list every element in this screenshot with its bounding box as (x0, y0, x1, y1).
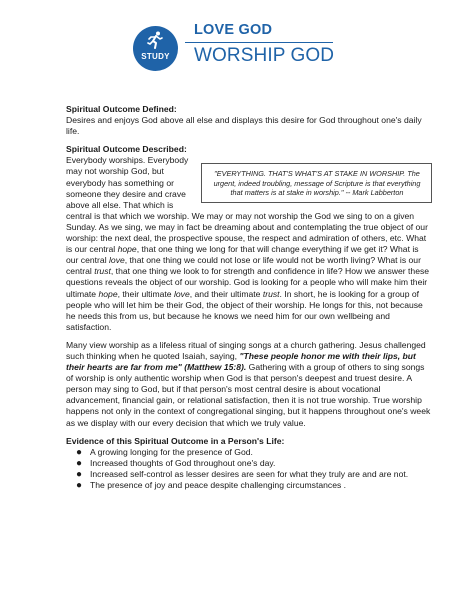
evidence-list (66, 447, 432, 491)
defined-heading: Spiritual Outcome Defined: (66, 104, 177, 114)
header-line-1: LOVE GOD (194, 22, 273, 38)
list-item: ● Increased self-control as lesser desires are seen for what they truly are and are not. (76, 468, 409, 480)
bullet-icon: ● (76, 457, 83, 469)
study-badge (133, 26, 178, 71)
evidence-heading: Evidence of this Spiritual Outcome in a Person's Life: (66, 435, 285, 446)
bullet-icon: ● (76, 446, 83, 458)
running-person-icon (147, 31, 164, 49)
document-body (66, 104, 432, 491)
list-item: ● Increased thoughts of God throughout one's day. (76, 457, 276, 469)
bullet-icon: ● (76, 468, 83, 480)
described-heading: Spiritual Outcome Described: (66, 144, 187, 155)
described-paragraph-2: Many view worship as a lifeless ritual of singing songs at a church gathering. Jesus challenged such thinking when he quoted Isaiah, saying, "These people honor me with their lips, but their hearts are far from me" (Matthew 15:8). Gathering with a group of others to sing songs of worship is only authentic worship when God is that person's deepest and truest desire. A person may sing to God, but if that person's most central desire is about vocational advancement, financial gain, or relational satisfaction, then it is not true worship. True worship happens not only in the context of congregational singing, but it happens throughout one's week as we display with our every decision that which we truly value. (66, 339, 431, 428)
described-paragraph-1: "EVERYTHING. THAT'S WHAT'S AT STAKE IN WORSHIP. The urgent, indeed troubling, message of Scripture is that everything that matters is at stake in worship." -- Mark Labberton Everybody worships. Everybody may not worship God, but everybody has something or someone they desire and crave above all else. That which is central is that which we worship. We may or may not worship the God we sing to on a given Sunday. As we sing, we may in fact be dreaming about and contemplating the true object of our worship: the next deal, the prospective spouse, the respect and admiration of others, etc. What is our central hope, that one thing we long for that will change everything if we get it? What is our central love, that one thing we could not lose or life would not be worth living? What is our central trust, that one thing we look to for strength and confidence in life? How we answer these questions reveals the object of our worship. God is looking for a people who will make him their ultimate hope, their ultimate love, and their ultimate trust. In short, he is looking for a group of people who will let him be their God, the object of their worship. He longs for this, not because he needs this from us, but because he knows we need him for our own wellbeing and satisfaction. (66, 155, 432, 333)
list-item: ● The presence of joy and peace despite challenging circumstances . (76, 480, 347, 491)
defined-body: Desires and enjoys God above all else and displays this desire for God throughout one's daily life. (66, 115, 422, 137)
header-divider (185, 42, 333, 43)
bullet-icon: ● (76, 480, 83, 491)
list-item: ● A growing longing for the presence of God. (76, 446, 253, 458)
pull-quote: "EVERYTHING. THAT'S WHAT'S AT STAKE IN WORSHIP. The urgent, indeed troubling, message of Scripture is that everything that matters is at stake in worship." -- Mark Labberton (201, 163, 432, 203)
badge-label: STUDY (141, 52, 170, 61)
header-line-2: WORSHIP GOD (194, 45, 335, 66)
